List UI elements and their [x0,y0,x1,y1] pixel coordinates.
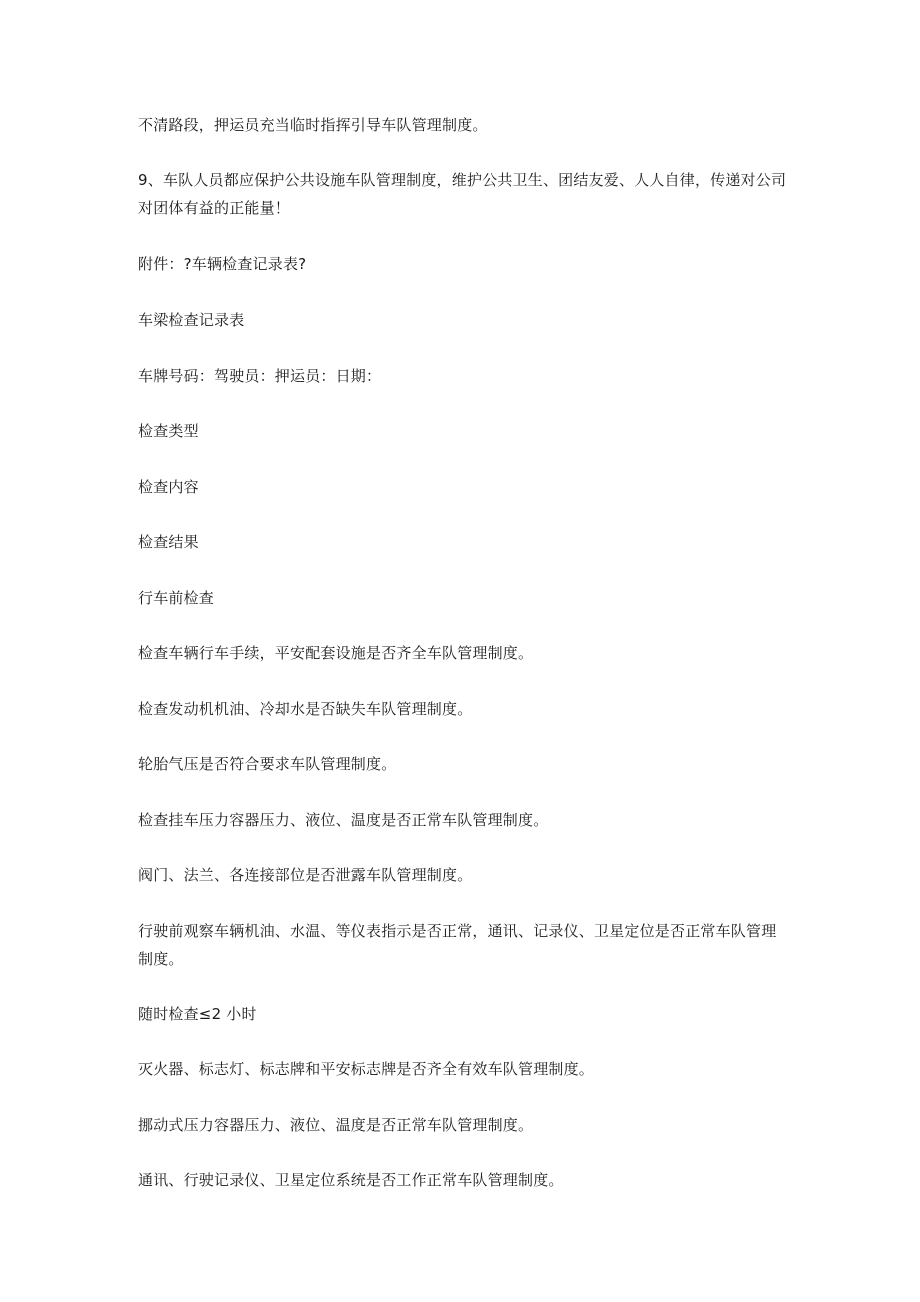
paragraph-15: 行驶前观察车辆机油、水温、等仪表指示是否正常，通讯、记录仪、卫星定位是否正常车队管理制度。 [138,922,777,968]
paragraph-4: 车梁检查记录表 [138,311,245,329]
paragraph-13: 检查挂车压力容器压力、液位、温度是否正常车队管理制度。 [138,811,549,829]
paragraph-6: 检查类型 [138,422,199,440]
paragraph-5: 车牌号码：驾驶员：押运员：日期： [138,367,382,385]
paragraph-18: 挪动式压力容器压力、液位、温度是否正常车队管理制度。 [138,1116,534,1134]
paragraph-3: 附件：?车辆检查记录表? [138,255,307,273]
paragraph-17: 灭火器、标志灯、标志牌和平安标志牌是否齐全有效车队管理制度。 [138,1060,595,1078]
paragraph-16: 随时检查≤2 小时 [138,1005,257,1023]
paragraph-1: 不清路段，押运员充当临时指挥引导车队管理制度。 [138,116,488,134]
paragraph-14: 阀门、法兰、各连接部位是否泄露车队管理制度。 [138,866,473,884]
paragraph-19: 通讯、行驶记录仪、卫星定位系统是否工作正常车队管理制度。 [138,1171,564,1189]
paragraph-8: 检查结果 [138,533,199,551]
paragraph-11: 检查发动机机油、冷却水是否缺失车队管理制度。 [138,700,473,718]
paragraph-12: 轮胎气压是否符合要求车队管理制度。 [138,755,397,773]
paragraph-9: 行车前检查 [138,589,215,607]
paragraph-10: 检查车辆行车手续，平安配套设施是否齐全车队管理制度。 [138,644,534,662]
paragraph-7: 检查内容 [138,478,199,496]
paragraph-2: 9、车队人员都应保护公共设施车队管理制度，维护公共卫生、团结友爱、人人自律，传递对公司对团体有益的正能量！ [138,171,787,217]
